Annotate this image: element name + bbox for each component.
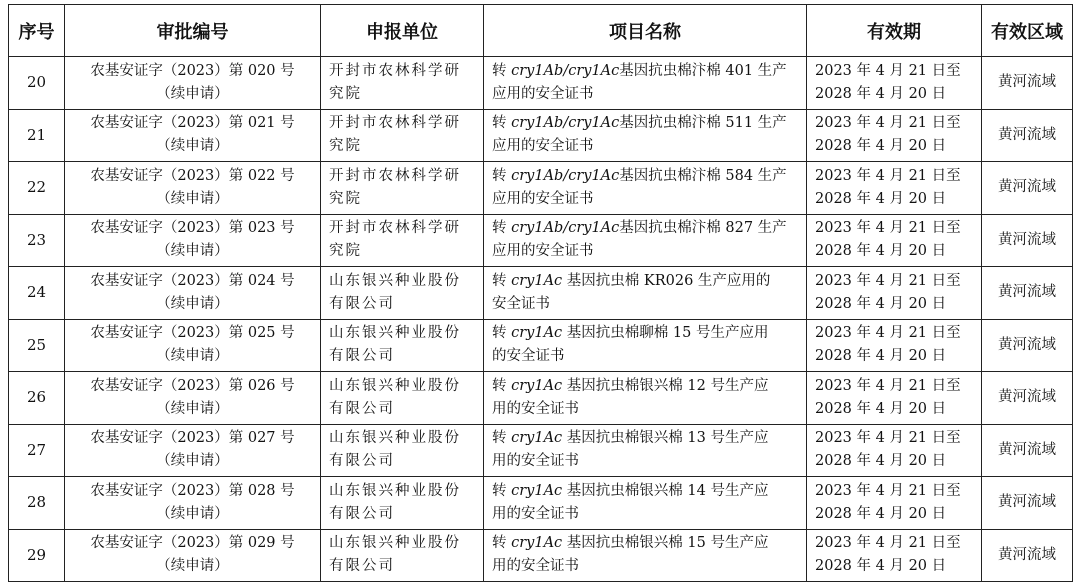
gene-name: cry1Ab/cry1Ac [511,167,620,184]
header-validity: 有效期 [807,5,982,57]
validity-end: 2028 年 4 月 20 日 [815,558,947,575]
table-row [9,477,1073,530]
applicant-unit-line2: 有限公司 [329,295,395,312]
project-prefix: 转 [492,167,512,184]
approval-table [8,4,1073,582]
validity-end: 2028 年 4 月 20 日 [815,505,947,522]
header-region: 有效区域 [982,5,1073,57]
approval-note: （续申请） [156,505,229,522]
applicant-unit-line2: 有限公司 [329,400,395,417]
table-row [9,214,1073,267]
table-header-row [9,5,1073,57]
project-name-line2: 用的安全证书 [492,453,579,470]
project-name-line1 [492,270,798,293]
applicant-unit-cell [321,162,484,215]
applicant-unit-line2: 有限公司 [329,505,395,522]
validity-start: 2023 年 4 月 21 日至 [815,377,961,394]
approval-note: （续申请） [156,295,229,312]
project-name-line2: 应用的安全证书 [492,138,594,155]
project-prefix: 转 [492,430,512,447]
row-number: 22 [9,162,65,215]
project-name-rest: 基因抗虫棉汴棉 401 生产 [619,62,787,79]
project-prefix: 转 [492,325,512,342]
applicant-unit-line2: 究院 [329,138,362,155]
applicant-unit-line2: 究院 [329,85,362,102]
approval-number: 农基安证字（2023）第 027 号 [90,430,295,447]
validity-start: 2023 年 4 月 21 日至 [815,62,961,79]
applicant-unit-line1: 山东银兴种业股份 [329,272,461,289]
project-name-rest: 基因抗虫棉银兴棉 12 号生产应 [562,377,769,394]
project-prefix: 转 [492,62,512,79]
gene-name: cry1Ab/cry1Ac [511,62,620,79]
row-number: 24 [9,267,65,320]
project-name-line2: 安全证书 [492,295,550,312]
validity-start: 2023 年 4 月 21 日至 [815,115,961,132]
approval-number-cell [65,372,321,425]
applicant-unit-line1: 开封市农林科学研 [329,115,461,132]
applicant-unit-cell [321,319,484,372]
approval-number: 农基安证字（2023）第 021 号 [90,115,295,132]
region-cell: 黄河流域 [982,319,1073,372]
table-row [9,267,1073,320]
row-number: 28 [9,477,65,530]
approval-note: （续申请） [156,453,229,470]
project-name-cell [484,372,807,425]
applicant-unit-cell [321,372,484,425]
approval-number: 农基安证字（2023）第 024 号 [90,272,295,289]
gene-name: cry1Ab/cry1Ac [511,220,620,237]
project-name-line1 [492,217,798,240]
approval-note: （续申请） [156,85,229,102]
project-name-cell [484,529,807,582]
project-name-cell [484,214,807,267]
validity-cell [807,319,982,372]
gene-name: cry1Ac [511,535,563,552]
project-name-rest: 基因抗虫棉 KR026 生产应用的 [562,272,771,289]
document-page [8,4,1073,582]
project-name-line2: 用的安全证书 [492,505,579,522]
project-name-rest: 基因抗虫棉汴棉 511 生产 [619,115,787,132]
validity-end: 2028 年 4 月 20 日 [815,453,947,470]
project-name-line2: 应用的安全证书 [492,243,594,260]
validity-cell [807,214,982,267]
approval-note: （续申请） [156,138,229,155]
project-prefix: 转 [492,377,512,394]
approval-number: 农基安证字（2023）第 026 号 [90,377,295,394]
validity-end: 2028 年 4 月 20 日 [815,85,947,102]
approval-note: （续申请） [156,400,229,417]
approval-note: （续申请） [156,243,229,260]
applicant-unit-line1: 开封市农林科学研 [329,220,461,237]
validity-cell [807,57,982,110]
validity-cell [807,372,982,425]
project-name-line2: 的安全证书 [492,348,565,365]
project-name-line2: 用的安全证书 [492,558,579,575]
project-prefix: 转 [492,272,512,289]
applicant-unit-line2: 有限公司 [329,558,395,575]
approval-number-cell [65,529,321,582]
project-name-line1 [492,60,798,83]
approval-number-cell [65,109,321,162]
project-name-cell [484,477,807,530]
validity-cell [807,267,982,320]
applicant-unit-line2: 究院 [329,243,362,260]
table-row [9,319,1073,372]
validity-start: 2023 年 4 月 21 日至 [815,272,961,289]
table-body [9,57,1073,582]
table-row [9,424,1073,477]
table-row [9,162,1073,215]
applicant-unit-line2: 有限公司 [329,348,395,365]
row-number: 23 [9,214,65,267]
applicant-unit-cell [321,529,484,582]
gene-name: cry1Ab/cry1Ac [511,115,620,132]
region-cell: 黄河流域 [982,267,1073,320]
table-row [9,109,1073,162]
region-cell: 黄河流域 [982,529,1073,582]
applicant-unit-line1: 山东银兴种业股份 [329,535,461,552]
project-name-cell [484,162,807,215]
applicant-unit-line2: 有限公司 [329,453,395,470]
header-project: 项目名称 [484,5,807,57]
project-name-line1 [492,427,798,450]
validity-cell [807,529,982,582]
applicant-unit-line1: 山东银兴种业股份 [329,325,461,342]
approval-number-cell [65,477,321,530]
validity-start: 2023 年 4 月 21 日至 [815,325,961,342]
project-name-rest: 基因抗虫棉汴棉 584 生产 [619,167,787,184]
approval-number: 农基安证字（2023）第 028 号 [90,482,295,499]
approval-number: 农基安证字（2023）第 029 号 [90,535,295,552]
row-number: 27 [9,424,65,477]
row-number: 20 [9,57,65,110]
region-cell: 黄河流域 [982,57,1073,110]
validity-end: 2028 年 4 月 20 日 [815,138,947,155]
approval-number: 农基安证字（2023）第 022 号 [90,167,295,184]
applicant-unit-line1: 开封市农林科学研 [329,167,461,184]
region-cell: 黄河流域 [982,214,1073,267]
validity-start: 2023 年 4 月 21 日至 [815,482,961,499]
applicant-unit-cell [321,267,484,320]
header-approval: 审批编号 [65,5,321,57]
approval-number-cell [65,424,321,477]
project-prefix: 转 [492,115,512,132]
row-number: 26 [9,372,65,425]
row-number: 29 [9,529,65,582]
row-number: 25 [9,319,65,372]
approval-note: （续申请） [156,558,229,575]
project-name-line1 [492,112,798,135]
region-cell: 黄河流域 [982,477,1073,530]
project-prefix: 转 [492,482,512,499]
project-name-cell [484,319,807,372]
validity-start: 2023 年 4 月 21 日至 [815,220,961,237]
project-name-rest: 基因抗虫棉银兴棉 13 号生产应 [562,430,769,447]
gene-name: cry1Ac [511,272,563,289]
approval-number-cell [65,162,321,215]
project-name-line1 [492,375,798,398]
applicant-unit-line2: 究院 [329,190,362,207]
project-prefix: 转 [492,535,512,552]
applicant-unit-line1: 山东银兴种业股份 [329,482,461,499]
validity-cell [807,162,982,215]
applicant-unit-cell [321,214,484,267]
project-name-line1 [492,165,798,188]
project-name-cell [484,267,807,320]
table-row [9,57,1073,110]
applicant-unit-line1: 开封市农林科学研 [329,62,461,79]
project-name-rest: 基因抗虫棉银兴棉 15 号生产应 [562,535,769,552]
validity-start: 2023 年 4 月 21 日至 [815,535,961,552]
applicant-unit-cell [321,424,484,477]
region-cell: 黄河流域 [982,424,1073,477]
validity-end: 2028 年 4 月 20 日 [815,243,947,260]
approval-number-cell [65,57,321,110]
row-number: 21 [9,109,65,162]
project-name-cell [484,109,807,162]
validity-end: 2028 年 4 月 20 日 [815,348,947,365]
gene-name: cry1Ac [511,377,563,394]
approval-number: 农基安证字（2023）第 020 号 [90,62,295,79]
validity-start: 2023 年 4 月 21 日至 [815,167,961,184]
approval-note: （续申请） [156,348,229,365]
gene-name: cry1Ac [511,325,563,342]
project-name-cell [484,57,807,110]
validity-end: 2028 年 4 月 20 日 [815,400,947,417]
approval-number: 农基安证字（2023）第 025 号 [90,325,295,342]
region-cell: 黄河流域 [982,162,1073,215]
validity-end: 2028 年 4 月 20 日 [815,190,947,207]
applicant-unit-cell [321,57,484,110]
approval-number-cell [65,319,321,372]
approval-note: （续申请） [156,190,229,207]
region-cell: 黄河流域 [982,109,1073,162]
region-cell: 黄河流域 [982,372,1073,425]
applicant-unit-cell [321,477,484,530]
project-name-line1 [492,532,798,555]
project-name-rest: 基因抗虫棉聊棉 15 号生产应用 [562,325,769,342]
approval-number-cell [65,214,321,267]
applicant-unit-line1: 山东银兴种业股份 [329,430,461,447]
table-row [9,372,1073,425]
project-name-rest: 基因抗虫棉银兴棉 14 号生产应 [562,482,769,499]
project-name-line2: 应用的安全证书 [492,190,594,207]
validity-cell [807,424,982,477]
header-num: 序号 [9,5,65,57]
project-name-rest: 基因抗虫棉汴棉 827 生产 [619,220,787,237]
project-name-line2: 用的安全证书 [492,400,579,417]
project-name-line1 [492,322,798,345]
validity-start: 2023 年 4 月 21 日至 [815,430,961,447]
project-prefix: 转 [492,220,512,237]
validity-cell [807,109,982,162]
header-unit: 申报单位 [321,5,484,57]
validity-end: 2028 年 4 月 20 日 [815,295,947,312]
project-name-line2: 应用的安全证书 [492,85,594,102]
gene-name: cry1Ac [511,482,563,499]
gene-name: cry1Ac [511,430,563,447]
approval-number: 农基安证字（2023）第 023 号 [90,220,295,237]
table-row [9,529,1073,582]
applicant-unit-line1: 山东银兴种业股份 [329,377,461,394]
approval-number-cell [65,267,321,320]
validity-cell [807,477,982,530]
project-name-line1 [492,480,798,503]
applicant-unit-cell [321,109,484,162]
project-name-cell [484,424,807,477]
